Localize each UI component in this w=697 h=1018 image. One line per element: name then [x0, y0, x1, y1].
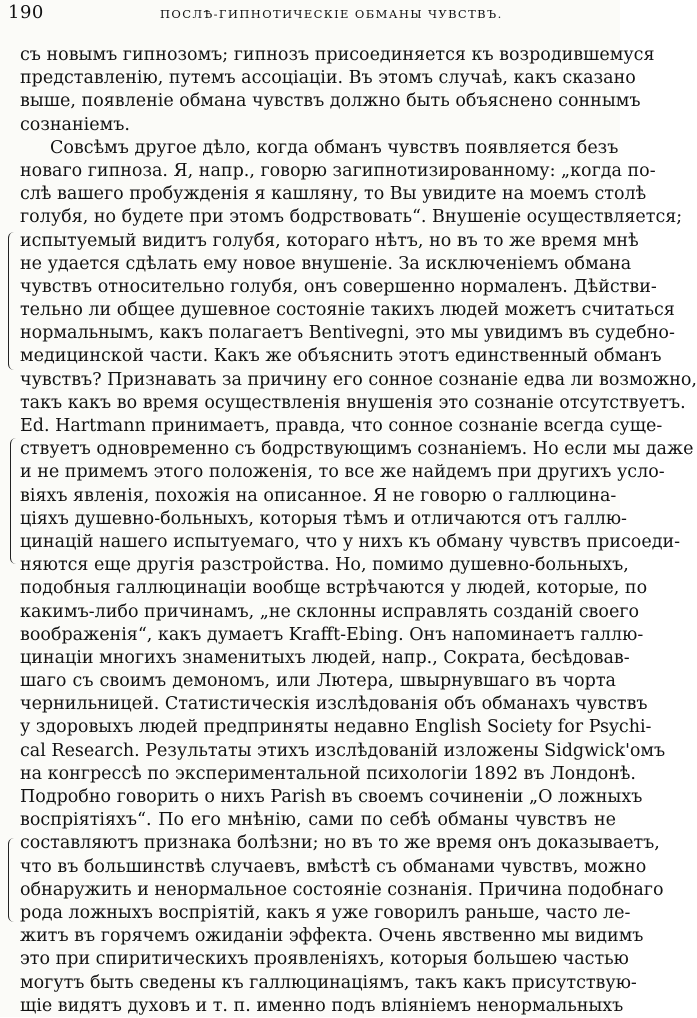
text-line: голубя, но будете при этомъ бодрствовать“. Внушеніе осуществляется;	[20, 207, 683, 228]
margin-bracket-mark	[8, 838, 17, 922]
text-line: испытуемый видитъ голубя, котораго нѣтъ, но въ то же время мнѣ	[20, 230, 639, 251]
text-line: віяхъ явленія, похожія на описанное. Я не говорю о галлюцина-	[20, 485, 617, 506]
text-line: обнаружить и ненормальное состояніе сознанія. Причина подобнаго	[20, 879, 664, 900]
text-line: воспріятіяхъ“. По его мнѣнію, сами по себѣ обманы чувствъ не	[20, 810, 616, 831]
text-line: у здоровыхъ людей предприняты недавно English Society for Psychi-	[20, 717, 652, 738]
text-line: чувствъ относительно голубя, онъ совершенно нормаленъ. Дѣйстви-	[20, 276, 657, 297]
text-line: ціяхъ душевно-больныхъ, которыя тѣмъ и отличаются отъ галлю-	[20, 508, 627, 529]
margin-bracket-mark	[10, 438, 19, 564]
text-line: Ed. Hartmann принимаетъ, правда, что сонное сознаніе всегда суще-	[20, 416, 663, 436]
text-line: Совсѣмъ другое дѣло, когда обманъ чувствъ появляется безъ	[50, 137, 619, 158]
text-line: ствуетъ одновременно съ бодрствующимъ сознаніемъ. Но если мы даже	[20, 439, 694, 460]
text-line: чернильницей. Статистическія изслѣдованія объ обманахъ чувствъ	[20, 694, 648, 715]
text-line: сознаніемъ.	[20, 114, 130, 135]
text-line: тельно ли общее душевное состояніе такихъ людей можетъ считаться	[20, 300, 675, 321]
margin-bracket-mark	[8, 232, 17, 370]
text-line: шаго съ своимъ демономъ, или Лютера, швырнувшаго въ чорта	[20, 671, 616, 692]
text-line: няются еще другія разстройства. Но, помимо душевно-больныхъ,	[20, 555, 629, 576]
text-line: составляютъ признака болѣзни; но въ то же время онъ доказываетъ,	[20, 833, 660, 854]
text-line: цинаціи многихъ знаменитыхъ людей, напр., Сократа, бесѣдовав-	[20, 647, 630, 668]
text-line: и не примемъ этого положенія, то все же найдемъ при другихъ усло-	[20, 462, 665, 483]
text-line: съ новымъ гипнозомъ; гипнозъ присоединяется къ возродившемуся	[20, 45, 655, 65]
running-title: ПОСЛѢ-ГИПНОТИЧЕСКІЕ ОБМАНЫ ЧУВСТВЪ.	[160, 7, 503, 21]
text-line: чувствъ? Признавать за причину его сонное сознаніе едва ли возможно,	[20, 369, 697, 390]
text-line: выше, появленіе обмана чувствъ должно быть объяснено соннымъ	[20, 91, 641, 112]
text-line: житъ въ горячемъ ожиданіи эффекта. Очень явственно мы видимъ	[20, 926, 644, 947]
text-line: медицинской части. Какъ же объяснить этотъ единственный обманъ	[20, 346, 662, 367]
text-line: слѣ вашего пробужденія я кашляну, то Вы увидите на моемъ столѣ	[20, 184, 647, 205]
text-line: cal Research. Результаты этихъ изслѣдованій изложены Sidgwick'омъ	[20, 740, 666, 761]
text-line: воображенія“, какъ думаетъ Krafft-Ebing. Онъ напоминаетъ галлю-	[20, 624, 644, 645]
text-line: Подробно говорить о нихъ Parish въ своемъ сочиненіи „О ложныхъ	[20, 787, 643, 807]
text-line: представленію, путемъ ассоціаціи. Въ этомъ случаѣ, какъ сказано	[20, 68, 636, 89]
text-line: новаго гипноза. Я, напр., говорю загипнотизированному: „когда по-	[20, 160, 656, 181]
text-line: щіе видятъ духовъ и т. п. именно подъ вліяніемъ ненормальныхъ	[20, 995, 624, 1016]
page-number: 190	[8, 2, 44, 23]
text-line: не удается сдѣлать ему новое внушеніе. За исключеніемъ обмана	[20, 253, 632, 274]
body-text	[20, 44, 697, 1018]
text-line: такъ какъ во время осуществленія внушенія это сознаніе отсутствуетъ.	[20, 392, 686, 413]
text-line: что въ большинствѣ случаевъ, вмѣстѣ съ обманами чувствъ, можно	[20, 856, 647, 877]
text-line: могутъ быть сведены къ галлюцинаціямъ, такъ какъ присутствую-	[20, 972, 637, 993]
text-line: подобныя галлюцинаціи вообще встрѣчаются у людей, которые, по	[20, 578, 648, 599]
text-line: это при спиритическихъ проявленіяхъ, которыя большею частью	[20, 949, 629, 970]
text-line: нормальнымъ, какъ полагаетъ Bentivegni, это мы увидимъ въ судебно-	[20, 323, 675, 344]
page-header	[0, 2, 620, 28]
text-line: рода ложныхъ воспріятій, какъ я уже говорилъ раньше, часто ле-	[20, 902, 631, 923]
text-line: на конгрессѣ по экспериментальной психологіи 1892 въ Лондонѣ.	[20, 763, 636, 784]
text-line: цинацій нашего испытуемаго, что у нихъ къ обману чувствъ присоеди-	[20, 531, 681, 552]
text-line: какимъ-либо причинамъ, „не склонны исправлять созданій своего	[20, 601, 640, 622]
